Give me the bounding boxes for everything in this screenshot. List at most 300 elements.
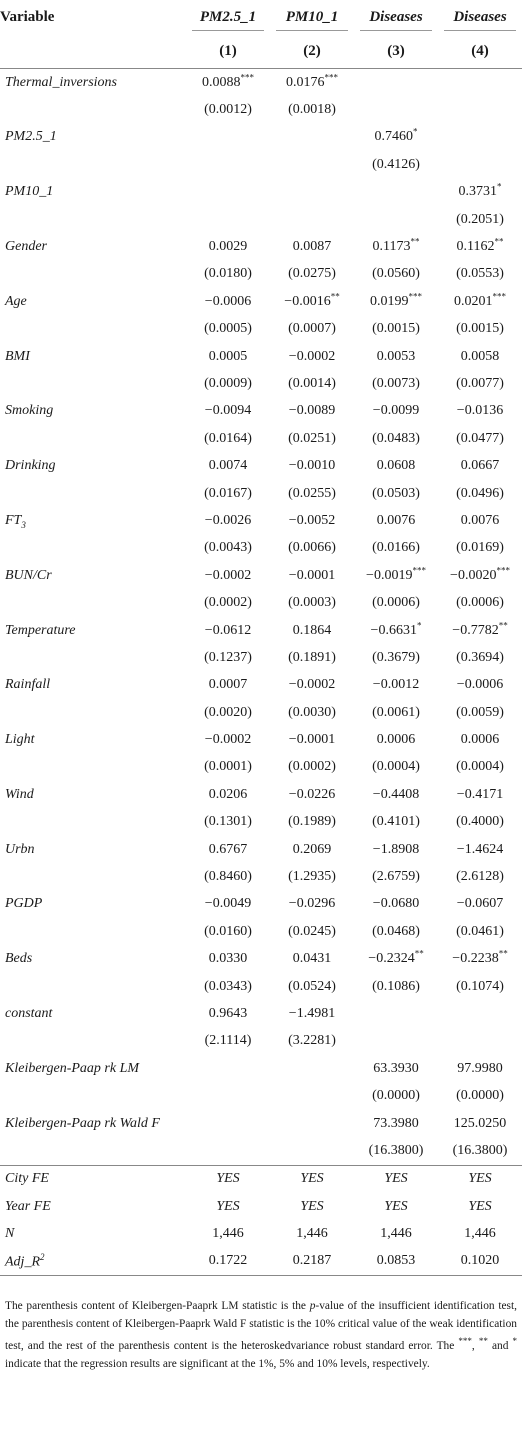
coefficient-cell [438, 562, 522, 589]
coefficient-cell [354, 179, 438, 206]
coefficient-cell [354, 562, 438, 589]
row-label-text: Adj_R [5, 1254, 40, 1270]
row-label: Kleibergen-Paap rk Wald F [5, 1115, 160, 1131]
coefficient-cell: 0.0608 [376, 458, 416, 474]
significance-stars: ** [414, 948, 424, 959]
standard-error-cell [186, 1082, 270, 1109]
significance-stars: ** [498, 948, 508, 959]
significance-stars: * [497, 181, 502, 192]
column-number-blank [0, 34, 186, 69]
standard-error-cell [438, 1028, 522, 1055]
standard-error-cell: (0.1891) [288, 649, 336, 665]
table-row-se [0, 754, 522, 781]
table-row-se [0, 535, 522, 562]
coefficient-cell: −0.4171 [456, 786, 504, 802]
coefficient-cell: −0.0010 [288, 458, 336, 474]
coefficient-cell: 0.0206 [208, 786, 248, 802]
coefficient-cell: −0.0001 [288, 732, 336, 748]
coefficient-cell: 0.9643 [208, 1005, 248, 1021]
standard-error-cell: (0.0001) [204, 759, 252, 775]
row-label-blank [0, 261, 186, 288]
value-number: −0.2324 [368, 951, 415, 967]
value-number: −0.0016 [284, 293, 331, 309]
coefficient-cell: −0.0001 [288, 567, 336, 583]
row-label-blank [0, 480, 186, 507]
row-label: Kleibergen-Paap rk LM [5, 1060, 140, 1076]
coefficient-cell [186, 1110, 270, 1137]
coefficient-cell: 0.1864 [292, 622, 332, 638]
row-label-superscript: 2 [40, 1252, 45, 1263]
table-row [0, 726, 522, 753]
coefficient-cell [186, 69, 270, 97]
table-row-se [0, 1028, 522, 1055]
row-label: Rainfall [5, 677, 51, 693]
coefficient-cell: 0.0330 [208, 951, 248, 967]
header-row [0, 0, 522, 34]
standard-error-cell: (0.0560) [372, 266, 420, 282]
row-label: Temperature [5, 622, 76, 638]
table-row-se [0, 809, 522, 836]
coefficient-cell [354, 1000, 438, 1027]
coefficient-cell: 0.0431 [292, 951, 332, 967]
column-number-3: (3) [354, 34, 438, 69]
coefficient-cell: −0.0002 [204, 567, 252, 583]
standard-error-cell: (0.3679) [372, 649, 420, 665]
standard-error-cell: (0.0169) [456, 540, 504, 556]
note-part-1: The parenthesis content of Kleibergen-Paaprk LM statistic is the [5, 1300, 310, 1312]
standard-error-cell: (0.0073) [372, 375, 420, 391]
standard-error-cell: (0.0166) [372, 540, 420, 556]
value-number: −0.0020 [450, 567, 497, 583]
row-label-text: N [5, 1226, 15, 1242]
row-label: PM10_1 [5, 184, 54, 200]
footer-row [0, 1193, 522, 1220]
footer-value-cell: YES [468, 1171, 492, 1187]
standard-error-cell: (0.1301) [204, 814, 252, 830]
coefficient-cell [354, 69, 438, 97]
row-label-blank [0, 1028, 186, 1055]
column-header-1-text: PM2.5_1 [192, 3, 264, 31]
coefficient-cell: 125.0250 [453, 1115, 507, 1131]
note-part-3: indicate that the regression results are significant at the 1%, 5% and 10% levels, respectively. [5, 1357, 430, 1370]
coefficient-cell [354, 233, 438, 260]
value-number: 0.1162 [456, 239, 495, 255]
coefficient-cell: 73.3980 [373, 1115, 419, 1131]
standard-error-cell: (0.0004) [456, 759, 504, 775]
note-stars-3: *** [458, 1336, 472, 1347]
standard-error-cell: (2.1114) [204, 1033, 252, 1049]
coefficient-cell: −0.0002 [204, 732, 252, 748]
table-row [0, 288, 522, 315]
row-label: Age [5, 293, 27, 309]
value-number: 0.1173 [372, 239, 411, 255]
footer-value-cell: 1,446 [296, 1226, 328, 1242]
table-row-se [0, 863, 522, 890]
coefficient-cell: −1.8908 [372, 841, 420, 857]
table-row [0, 398, 522, 425]
table-row-se [0, 425, 522, 452]
coefficient-cell: 0.0007 [208, 677, 248, 693]
footer-row [0, 1248, 522, 1276]
standard-error-cell: (0.0468) [372, 923, 420, 939]
coefficient-cell: −1.4624 [456, 841, 504, 857]
standard-error-cell: (0.0160) [204, 923, 252, 939]
column-header-2 [270, 0, 354, 34]
standard-error-cell: (0.0006) [456, 595, 504, 611]
table-row [0, 179, 522, 206]
table-row [0, 1000, 522, 1027]
row-label-blank [0, 863, 186, 890]
standard-error-cell: (0.0167) [204, 485, 252, 501]
standard-error-cell [354, 1028, 438, 1055]
coefficient-cell [438, 288, 522, 315]
coefficient-cell [354, 946, 438, 973]
coefficient-cell [186, 1055, 270, 1082]
row-label-blank [0, 370, 186, 397]
variable-header: Variable [0, 8, 55, 25]
standard-error-cell: (0.0006) [372, 595, 420, 611]
standard-error-cell [354, 206, 438, 233]
coefficient-cell: −0.0026 [204, 512, 252, 528]
standard-error-cell: (0.0030) [288, 704, 336, 720]
column-header-1 [186, 0, 270, 34]
row-label-blank [0, 1082, 186, 1109]
coefficient-cell: −0.0099 [372, 403, 420, 419]
significance-stars: ** [330, 291, 340, 302]
column-header-3 [354, 0, 438, 34]
coefficient-cell [438, 124, 522, 151]
standard-error-cell: (0.0000) [372, 1088, 420, 1104]
standard-error-cell: (0.0255) [288, 485, 336, 501]
coefficient-cell [438, 617, 522, 644]
standard-error-cell: (2.6128) [456, 869, 504, 885]
standard-error-cell: (0.0007) [288, 321, 336, 337]
row-label-blank [0, 316, 186, 343]
standard-error-cell: (1.2935) [288, 869, 336, 885]
note-p-italic: p [309, 1300, 316, 1312]
standard-error-cell: (0.0000) [456, 1088, 504, 1104]
table-row-se [0, 1082, 522, 1109]
coefficient-cell: −0.0136 [456, 403, 504, 419]
column-number-4: (4) [438, 34, 522, 69]
footer-value-cell: YES [216, 1171, 240, 1187]
standard-error-cell [186, 1137, 270, 1165]
coefficient-cell: −0.0089 [288, 403, 336, 419]
standard-error-cell: (0.8460) [204, 869, 252, 885]
footer-value-cell: 0.0853 [354, 1248, 438, 1276]
coefficient-cell: −0.0006 [204, 293, 252, 309]
standard-error-cell: (0.0009) [204, 375, 252, 391]
row-label [0, 1248, 186, 1276]
column-number-1: (1) [186, 34, 270, 69]
coefficient-cell: 0.0029 [208, 239, 248, 255]
coefficient-cell: 0.0005 [208, 348, 248, 364]
coefficient-cell [270, 288, 354, 315]
note-sep-1: , [471, 1339, 479, 1352]
column-header-4 [438, 0, 522, 34]
value-number: −0.7782 [452, 622, 499, 638]
row-label: PM2.5_1 [5, 129, 57, 145]
footer-value-cell: 1,446 [212, 1226, 244, 1242]
value-number: 0.7460 [374, 129, 413, 145]
standard-error-cell: (0.0015) [372, 321, 420, 337]
significance-stars: ** [498, 619, 508, 630]
table-row-se [0, 699, 522, 726]
standard-error-cell [270, 1137, 354, 1165]
table-row [0, 233, 522, 260]
table-row-se [0, 151, 522, 178]
standard-error-cell: (0.4126) [372, 156, 420, 172]
table-footnote [5, 1298, 517, 1373]
table-row-se [0, 370, 522, 397]
standard-error-cell: (0.0066) [288, 540, 336, 556]
row-label-blank [0, 918, 186, 945]
significance-stars: * [413, 126, 418, 137]
coefficient-cell: 0.0667 [460, 458, 500, 474]
column-header-3-text: Diseases [360, 3, 432, 31]
standard-error-cell: (2.6759) [372, 869, 420, 885]
footer-row [0, 1220, 522, 1247]
standard-error-cell: (0.4000) [456, 814, 504, 830]
row-label-blank [0, 425, 186, 452]
row-label-blank [0, 151, 186, 178]
standard-error-cell: (0.0461) [456, 923, 504, 939]
standard-error-cell: (0.0275) [288, 266, 336, 282]
footer-value-cell: 0.1020 [438, 1248, 522, 1276]
column-header-4-text: Diseases [444, 3, 516, 31]
table-row-se [0, 316, 522, 343]
coefficient-cell [438, 69, 522, 97]
row-label-subscript: 3 [21, 519, 26, 530]
coefficient-cell [438, 233, 522, 260]
standard-error-cell: (0.0483) [372, 430, 420, 446]
row-label-blank [0, 809, 186, 836]
standard-error-cell [270, 1082, 354, 1109]
significance-stars: *** [412, 565, 426, 576]
significance-stars: *** [408, 291, 422, 302]
row-label: Drinking [5, 458, 56, 474]
standard-error-cell: (0.1086) [372, 978, 420, 994]
coefficient-cell: 97.9980 [457, 1060, 503, 1076]
standard-error-cell: (0.0015) [456, 321, 504, 337]
standard-error-cell: (0.1074) [456, 978, 504, 994]
table-row-se [0, 973, 522, 1000]
table-row [0, 69, 522, 97]
table-row [0, 124, 522, 151]
standard-error-cell: (0.0002) [288, 759, 336, 775]
note-stars-2: ** [478, 1336, 488, 1347]
standard-error-cell [354, 96, 438, 123]
table-row-se [0, 644, 522, 671]
standard-error-cell: (0.0077) [456, 375, 504, 391]
coefficient-cell [354, 617, 438, 644]
coefficient-cell: −0.0226 [288, 786, 336, 802]
standard-error-cell: (0.0553) [456, 266, 504, 282]
coefficient-cell: 0.0087 [292, 239, 332, 255]
coefficient-cell: 0.0053 [376, 348, 416, 364]
significance-stars: * [416, 619, 422, 630]
coefficient-cell: −0.0002 [288, 677, 336, 693]
coefficient-cell: −0.0002 [288, 348, 336, 364]
note-stars-1: * [512, 1336, 517, 1347]
standard-error-cell: (0.0496) [456, 485, 504, 501]
coefficient-cell [186, 124, 270, 151]
table-row-se [0, 589, 522, 616]
standard-error-cell: (0.0002) [204, 595, 252, 611]
row-label: PGDP [5, 896, 43, 912]
standard-error-cell [438, 151, 522, 178]
coefficient-cell: −0.0049 [204, 896, 252, 912]
coefficient-cell: −0.0006 [456, 677, 504, 693]
standard-error-cell: (0.0005) [204, 321, 252, 337]
coefficient-cell: 0.2069 [292, 841, 332, 857]
significance-stars: ** [410, 236, 420, 247]
standard-error-cell: (0.0012) [204, 102, 252, 118]
standard-error-cell: (0.0061) [372, 704, 420, 720]
row-label: Wind [5, 786, 34, 802]
footer-value-cell: YES [300, 1171, 324, 1187]
standard-error-cell: (0.0343) [204, 978, 252, 994]
standard-error-cell: (0.0503) [372, 485, 420, 501]
coefficient-cell: 0.0006 [376, 732, 416, 748]
row-label-blank [0, 1137, 186, 1165]
table-row [0, 562, 522, 589]
column-number-2: (2) [270, 34, 354, 69]
standard-error-cell: (0.0004) [372, 759, 420, 775]
footer-row [0, 1165, 522, 1193]
standard-error-cell: (0.4101) [372, 814, 420, 830]
significance-stars: *** [492, 291, 506, 302]
row-label-blank [0, 973, 186, 1000]
footer-value-cell: 0.2187 [270, 1248, 354, 1276]
standard-error-cell: (0.0014) [288, 375, 336, 391]
table-row [0, 452, 522, 479]
value-number: 0.0088 [202, 74, 241, 90]
footer-value-cell: 1,446 [380, 1226, 412, 1242]
row-label-blank [0, 206, 186, 233]
row-label-text: Year FE [5, 1198, 51, 1214]
coefficient-cell [354, 124, 438, 151]
footer-value-cell: YES [300, 1198, 324, 1214]
footer-value-cell: 1,446 [464, 1226, 496, 1242]
row-label: Light [5, 732, 35, 748]
footer-value-cell: YES [384, 1171, 408, 1187]
footer-value-cell: 0.1722 [186, 1248, 270, 1276]
row-label [0, 1165, 186, 1193]
coefficient-cell: −0.0094 [204, 403, 252, 419]
coefficient-cell: −0.4408 [372, 786, 420, 802]
standard-error-cell: (0.0180) [204, 266, 252, 282]
significance-stars: *** [240, 72, 254, 83]
coefficient-cell [438, 1000, 522, 1027]
standard-error-cell: (0.0059) [456, 704, 504, 720]
coefficient-cell [438, 179, 522, 206]
coefficient-cell: −0.0680 [372, 896, 420, 912]
coefficient-cell: 0.0076 [460, 512, 500, 528]
footer-value-cell: YES [216, 1198, 240, 1214]
coefficient-cell: 0.6767 [208, 841, 248, 857]
value-number: 0.0176 [286, 74, 325, 90]
standard-error-cell [438, 96, 522, 123]
coefficient-cell [270, 124, 354, 151]
standard-error-cell: (0.0477) [456, 430, 504, 446]
row-label-blank [0, 644, 186, 671]
table-row-se [0, 261, 522, 288]
table-row [0, 507, 522, 534]
table-row [0, 343, 522, 370]
table-row [0, 781, 522, 808]
significance-stars: ** [494, 236, 504, 247]
row-label-text: City FE [5, 1171, 49, 1187]
table-row-se [0, 1137, 522, 1165]
standard-error-cell: (0.0043) [204, 540, 252, 556]
table-row [0, 617, 522, 644]
value-number: −0.2238 [452, 951, 499, 967]
standard-error-cell [270, 206, 354, 233]
coefficient-cell: −1.4981 [288, 1005, 336, 1021]
value-number: 0.0201 [454, 293, 493, 309]
column-header-2-text: PM10_1 [276, 3, 348, 31]
row-label [0, 507, 186, 534]
table-row [0, 1110, 522, 1137]
coefficient-cell: −0.0012 [372, 677, 420, 693]
table-row-se [0, 480, 522, 507]
row-label-blank [0, 535, 186, 562]
standard-error-cell [270, 151, 354, 178]
table-row [0, 891, 522, 918]
table-row [0, 672, 522, 699]
row-label: Gender [5, 239, 47, 255]
value-number: −0.6631 [370, 622, 417, 638]
standard-error-cell: (0.2051) [456, 211, 504, 227]
coefficient-cell: 63.3930 [373, 1060, 419, 1076]
row-label: Thermal_inversions [5, 74, 117, 90]
significance-stars: *** [324, 72, 338, 83]
value-number: −0.0019 [366, 567, 413, 583]
value-number: 0.0199 [370, 293, 409, 309]
coefficient-cell: −0.0607 [456, 896, 504, 912]
coefficient-cell [186, 179, 270, 206]
standard-error-cell: (0.0164) [204, 430, 252, 446]
standard-error-cell: (16.3800) [438, 1137, 522, 1165]
standard-error-cell: (3.2281) [288, 1033, 336, 1049]
coefficient-cell [270, 179, 354, 206]
coefficient-cell: −0.0296 [288, 896, 336, 912]
note-sep-2: and [487, 1339, 513, 1352]
coefficient-cell [354, 288, 438, 315]
table-row [0, 1055, 522, 1082]
table-row [0, 836, 522, 863]
standard-error-cell [186, 206, 270, 233]
standard-error-cell: (0.3694) [456, 649, 504, 665]
table-row-se [0, 96, 522, 123]
row-label: Beds [5, 951, 33, 967]
column-number-row [0, 34, 522, 69]
row-label-text: FT [5, 512, 22, 528]
significance-stars: *** [496, 565, 510, 576]
standard-error-cell: (0.0020) [204, 704, 252, 720]
coefficient-cell: −0.0052 [288, 512, 336, 528]
row-label: Smoking [5, 403, 54, 419]
coefficient-cell [270, 1110, 354, 1137]
coefficient-cell: −0.0612 [204, 622, 252, 638]
coefficient-cell [270, 1055, 354, 1082]
coefficient-cell: 0.0076 [376, 512, 416, 528]
footer-value-cell: YES [468, 1198, 492, 1214]
row-label-blank [0, 589, 186, 616]
note-part-2: -value of the insufficient identification test, the parenthesis content of Kleibergen-Paaprk Wald F statistic is the 10% critical value of the weak identification test, and the rest of the parenthesis content is the heteroskedvariance robust standard error. The [5, 1300, 517, 1352]
value-number: 0.3731 [458, 184, 497, 200]
